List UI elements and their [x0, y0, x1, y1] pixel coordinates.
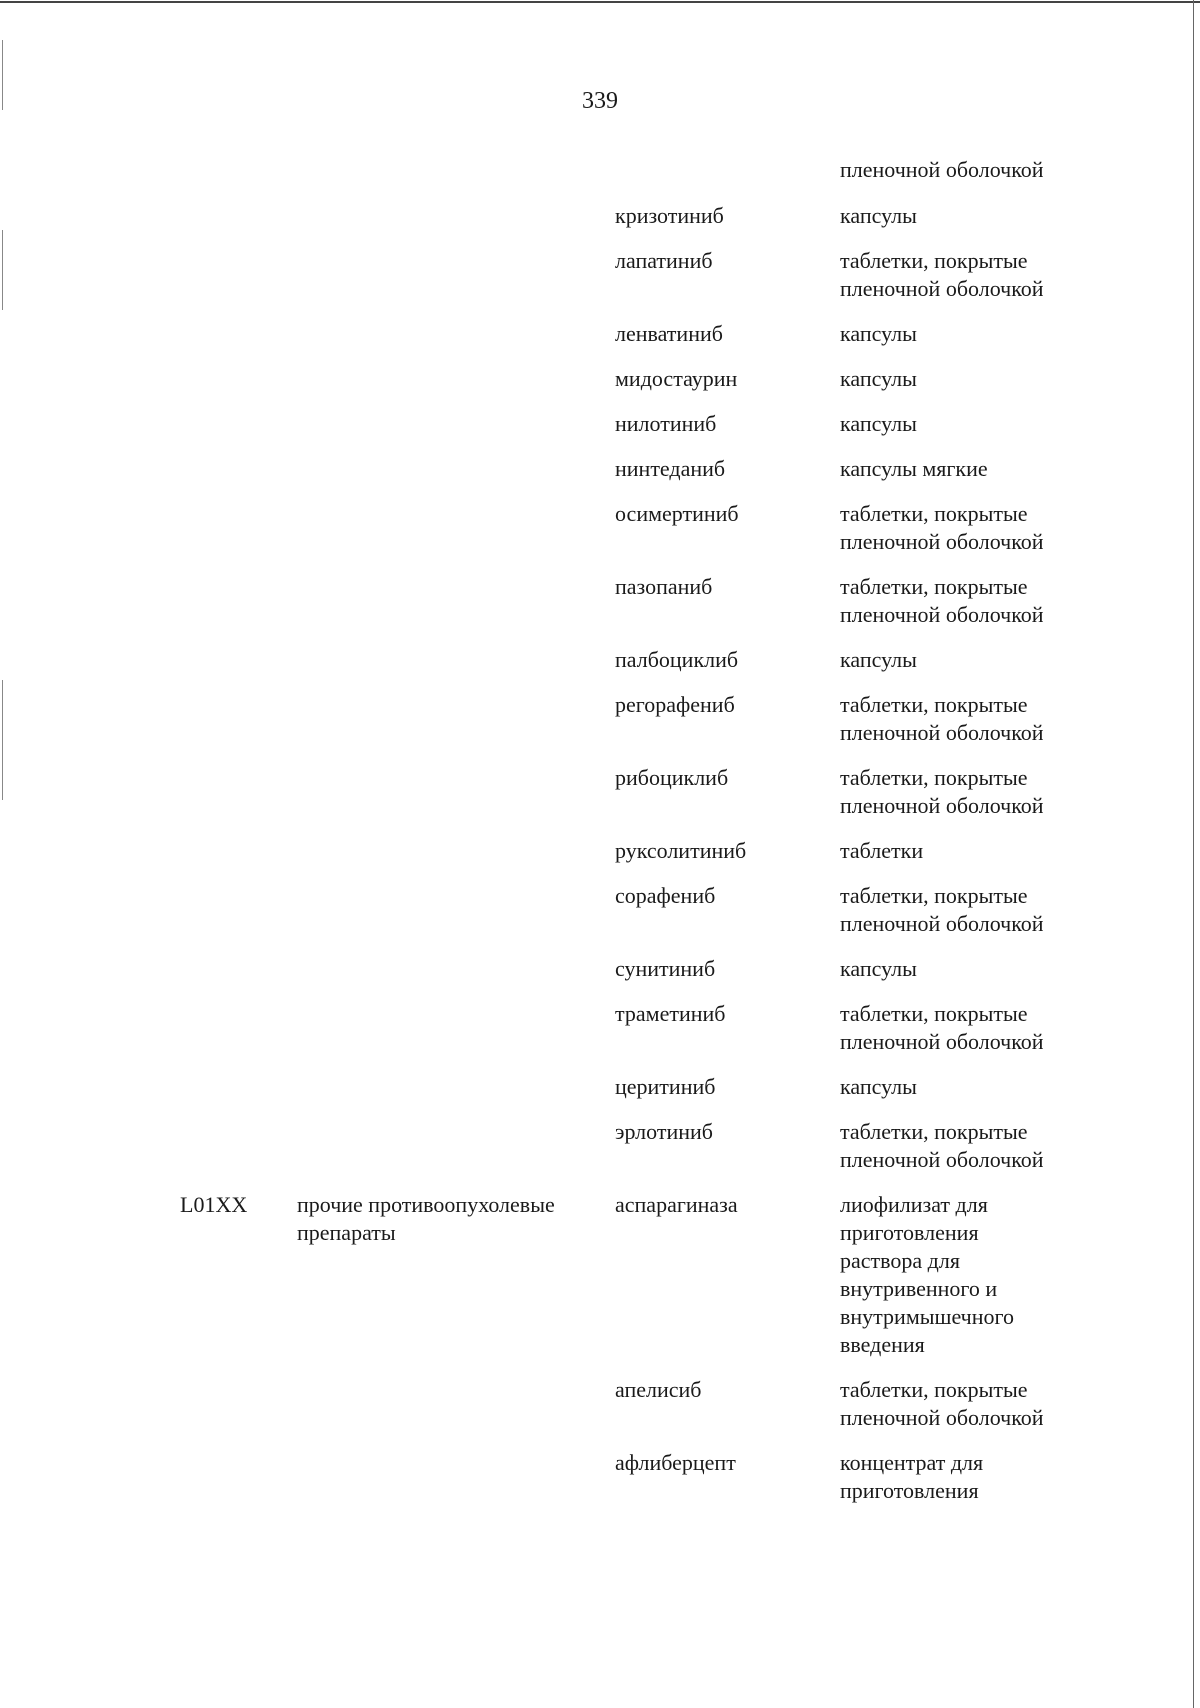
pharmacological-group-line: прочие противоопухолевые	[297, 1192, 555, 1217]
scan-edge-right	[1193, 0, 1194, 1708]
dosage-form-line: внутривенного и	[840, 1276, 998, 1301]
dosage-form-cell	[840, 573, 1100, 629]
drug-name-cell: осимертиниб	[615, 501, 739, 526]
dosage-form-line: капсулы	[840, 411, 917, 436]
dosage-form-line: таблетки, покрытые	[840, 501, 1028, 526]
dosage-form-line: таблетки	[840, 838, 924, 863]
pharmacological-group-line: препараты	[297, 1220, 396, 1245]
dosage-form-cell	[840, 500, 1100, 556]
scan-edge-left	[2, 230, 3, 310]
dosage-form-line: таблетки, покрытые	[840, 765, 1028, 790]
dosage-form-line: капсулы	[840, 321, 917, 346]
dosage-form-line: приготовления	[840, 1220, 979, 1245]
drug-name-cell: траметиниб	[615, 1001, 726, 1026]
drug-name-cell: аспарагиназа	[615, 1192, 738, 1217]
dosage-form-cell	[840, 365, 1100, 393]
atc-code-cell: L01XX	[180, 1192, 248, 1217]
drug-name-cell: церитиниб	[615, 1074, 716, 1099]
dosage-form-line: капсулы мягкие	[840, 456, 988, 481]
dosage-form-cell	[840, 455, 1100, 483]
scan-edge-top	[0, 1, 1200, 3]
dosage-form-cell	[840, 1073, 1100, 1101]
dosage-form-line: пленочной оболочкой	[840, 911, 1044, 936]
dosage-form-cell	[840, 410, 1100, 438]
drug-name-cell: рибоциклиб	[615, 765, 729, 790]
dosage-form-line: внутримышечного	[840, 1304, 1014, 1329]
drug-name-cell: нинтеданиб	[615, 456, 726, 481]
drug-name-cell: апелисиб	[615, 1377, 702, 1402]
drug-name-cell: регорафениб	[615, 692, 735, 717]
dosage-form-cell	[840, 764, 1100, 820]
dosage-form-cell	[840, 1191, 1100, 1359]
dosage-form-line: капсулы	[840, 366, 917, 391]
dosage-form-cell	[840, 837, 1100, 865]
dosage-form-line: пленочной оболочкой	[840, 529, 1044, 554]
drug-name-cell: руксолитиниб	[615, 838, 747, 863]
dosage-form-cell	[840, 1118, 1100, 1174]
dosage-form-line: пленочной оболочкой	[840, 276, 1044, 301]
drug-name-cell: кризотиниб	[615, 203, 724, 228]
dosage-form-cell	[840, 1376, 1100, 1432]
dosage-form-cell	[840, 882, 1100, 938]
dosage-form-cell	[840, 955, 1100, 983]
scan-edge-left	[2, 680, 3, 800]
drug-name-cell: эрлотиниб	[615, 1119, 713, 1144]
dosage-form-cell	[840, 1449, 1100, 1505]
drug-name-cell: лапатиниб	[615, 248, 713, 273]
dosage-form-line: таблетки, покрытые	[840, 248, 1028, 273]
drug-name-cell: ленватиниб	[615, 321, 723, 346]
dosage-form-cell	[840, 156, 1100, 184]
dosage-form-line: таблетки, покрытые	[840, 574, 1028, 599]
dosage-form-line: таблетки, покрытые	[840, 692, 1028, 717]
dosage-form-line: капсулы	[840, 956, 917, 981]
dosage-form-line: капсулы	[840, 203, 917, 228]
dosage-form-cell	[840, 691, 1100, 747]
dosage-form-line: лиофилизат для	[840, 1192, 988, 1217]
dosage-form-line: таблетки, покрытые	[840, 1119, 1028, 1144]
dosage-form-line: таблетки, покрытые	[840, 1001, 1028, 1026]
dosage-form-line: введения	[840, 1332, 925, 1357]
drug-name-cell: сунитиниб	[615, 956, 716, 981]
page-number: 339	[582, 88, 618, 114]
dosage-form-cell	[840, 646, 1100, 674]
dosage-form-line: пленочной оболочкой	[840, 157, 1044, 182]
drug-name-cell: палбоциклиб	[615, 647, 739, 672]
drug-name-cell: нилотиниб	[615, 411, 717, 436]
dosage-form-line: концентрат для	[840, 1450, 984, 1475]
dosage-form-line: капсулы	[840, 1074, 917, 1099]
dosage-form-cell	[840, 202, 1100, 230]
dosage-form-line: таблетки, покрытые	[840, 1377, 1028, 1402]
drug-name-cell: мидостаурин	[615, 366, 738, 391]
dosage-form-line: пленочной оболочкой	[840, 1405, 1044, 1430]
dosage-form-line: пленочной оболочкой	[840, 793, 1044, 818]
drug-name-cell: афлиберцепт	[615, 1450, 736, 1475]
dosage-form-cell	[840, 247, 1100, 303]
dosage-form-line: таблетки, покрытые	[840, 883, 1028, 908]
dosage-form-line: капсулы	[840, 647, 917, 672]
drug-name-cell: пазопаниб	[615, 574, 713, 599]
dosage-form-line: пленочной оболочкой	[840, 602, 1044, 627]
dosage-form-cell	[840, 320, 1100, 348]
dosage-form-line: приготовления	[840, 1478, 979, 1503]
dosage-form-line: пленочной оболочкой	[840, 1147, 1044, 1172]
dosage-form-line: пленочной оболочкой	[840, 720, 1044, 745]
dosage-form-line: пленочной оболочкой	[840, 1029, 1044, 1054]
drug-name-cell: сорафениб	[615, 883, 716, 908]
pharmacological-group-cell	[297, 1191, 607, 1247]
dosage-form-line: раствора для	[840, 1248, 960, 1273]
dosage-form-cell	[840, 1000, 1100, 1056]
